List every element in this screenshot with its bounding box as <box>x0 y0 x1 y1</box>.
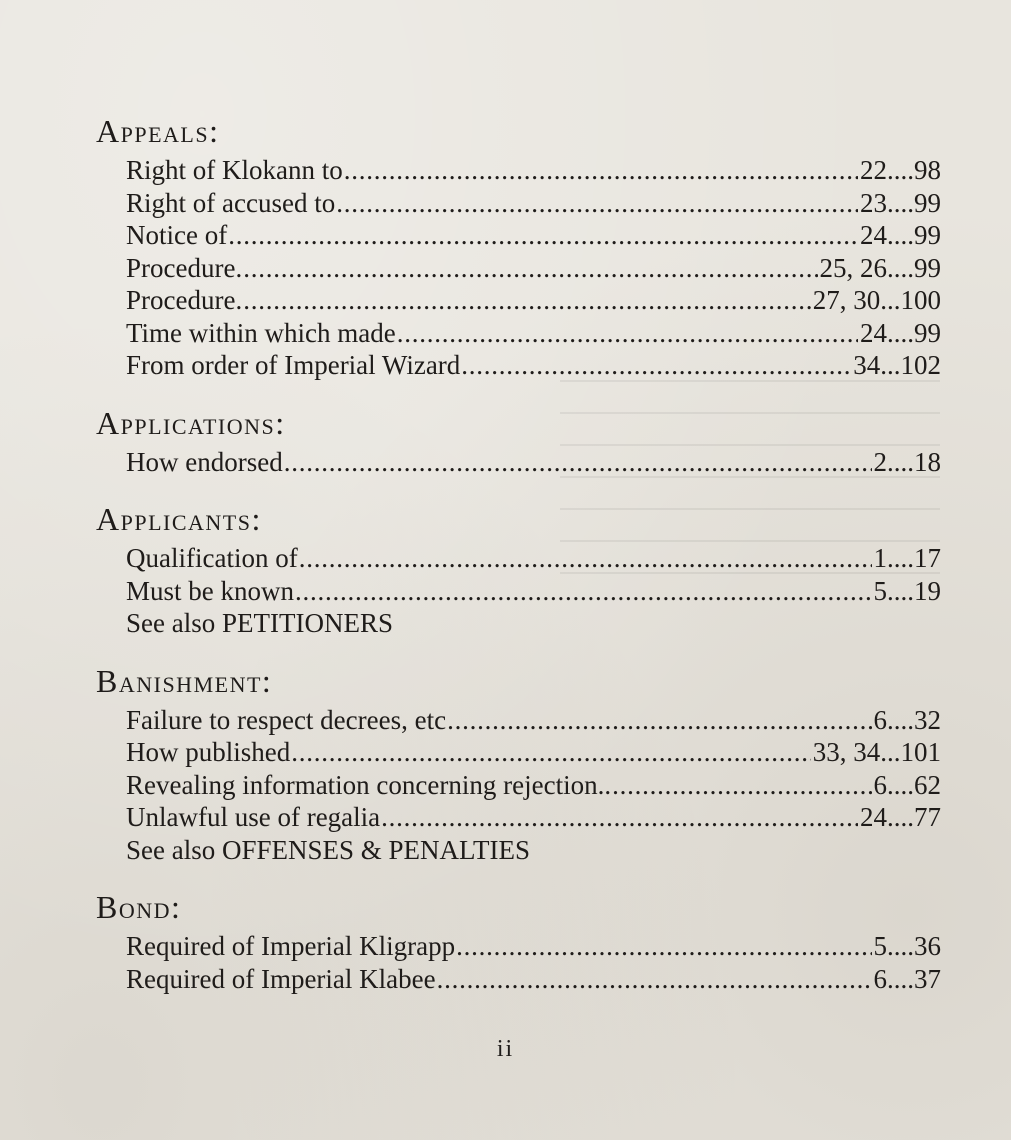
index-entry <box>126 349 941 382</box>
entry-reference: 23....99 <box>860 187 941 218</box>
dot-leader <box>295 575 872 608</box>
index-entry <box>126 704 941 737</box>
index-section-applications <box>96 400 941 479</box>
section-entries <box>96 154 941 382</box>
entry-label: Failure to respect decrees, etc <box>126 704 447 735</box>
entry-label: Required of Imperial Klabee <box>126 963 436 994</box>
index-section-banishment <box>96 658 941 867</box>
dot-leader <box>456 930 871 963</box>
see-also-entry <box>126 607 941 640</box>
dot-leader <box>228 219 858 252</box>
dot-leader <box>437 963 872 996</box>
index-content <box>96 108 941 1013</box>
page-number: ii <box>496 1036 515 1062</box>
dot-leader <box>381 801 858 834</box>
entry-label: From order of Imperial Wizard <box>126 350 461 380</box>
entry-label: Notice of <box>126 220 228 250</box>
dot-leader <box>243 284 811 317</box>
entry-label: Right of Klokann to <box>126 155 343 185</box>
entry-reference: 27, 30...100 <box>812 285 941 315</box>
entry-label: Procedure. <box>126 252 243 283</box>
dot-leader <box>397 317 858 350</box>
index-section-applicants <box>96 496 941 640</box>
entry-reference: 6....62 <box>873 769 941 800</box>
see-also-text: See also PETITIONERS <box>126 608 393 638</box>
entry-label: Unlawful use of regalia <box>126 802 381 832</box>
entry-label: How published <box>126 737 291 767</box>
entry-reference: 22....98 <box>860 155 941 185</box>
index-entry <box>126 252 941 285</box>
entry-reference: 1....17 <box>873 543 941 573</box>
entry-reference: 5....19 <box>873 575 941 606</box>
index-entry <box>126 736 941 769</box>
dot-leader <box>243 252 817 285</box>
entry-reference: 24....77 <box>860 802 941 832</box>
index-entry <box>126 187 941 220</box>
entry-reference: 5....36 <box>873 931 941 961</box>
dot-leader <box>299 542 872 575</box>
index-entry <box>126 801 941 834</box>
entry-reference: 25, 26....99 <box>819 252 941 283</box>
index-entry <box>126 284 941 317</box>
entry-label: Right of accused to <box>126 187 336 218</box>
index-section-bond <box>96 884 941 995</box>
section-heading: Applications: <box>96 404 286 441</box>
dot-leader <box>447 704 871 737</box>
entry-label: Revealing information concerning rejection.. <box>126 769 612 800</box>
index-entry <box>126 219 941 252</box>
index-section-appeals <box>96 108 941 382</box>
entry-label: Must be known <box>126 575 294 606</box>
entry-label: Qualification of <box>126 543 298 573</box>
section-entries <box>96 542 941 640</box>
entry-reference: 24....99 <box>860 220 941 250</box>
entry-reference: 2....18 <box>873 446 941 477</box>
index-entry <box>126 317 941 350</box>
index-entry <box>126 154 941 187</box>
dot-leader <box>291 736 811 769</box>
index-entry <box>126 769 941 802</box>
dot-leader <box>461 349 851 382</box>
index-entry <box>126 446 941 479</box>
section-heading: Appeals: <box>96 113 220 149</box>
index-entry <box>126 542 941 575</box>
entry-label: Required of Imperial Kligrapp <box>126 931 456 961</box>
section-heading: Bond: <box>96 889 182 925</box>
index-entry <box>126 930 941 963</box>
entry-reference: 33, 34...101 <box>812 737 941 767</box>
entry-label: Time within which made <box>126 317 396 348</box>
index-entry <box>126 963 941 996</box>
section-heading: Banishment: <box>96 662 273 699</box>
section-entries <box>96 446 941 479</box>
section-entries <box>96 704 941 867</box>
entry-reference: 24....99 <box>860 317 941 348</box>
dot-leader <box>612 769 871 802</box>
dot-leader <box>336 187 858 220</box>
see-also-text: See also OFFENSES & PENALTIES <box>126 834 531 865</box>
dot-leader <box>284 446 872 479</box>
see-also-entry <box>126 834 941 867</box>
entry-reference: 6....37 <box>873 963 941 994</box>
dot-leader <box>344 154 858 187</box>
entry-reference: 6....32 <box>873 704 941 735</box>
entry-label: How endorsed <box>126 446 283 477</box>
section-heading: Applicants: <box>96 501 262 537</box>
index-entry <box>126 575 941 608</box>
entry-label: Procedure. <box>126 285 243 315</box>
entry-reference: 34...102 <box>853 350 941 380</box>
section-entries <box>96 930 941 995</box>
